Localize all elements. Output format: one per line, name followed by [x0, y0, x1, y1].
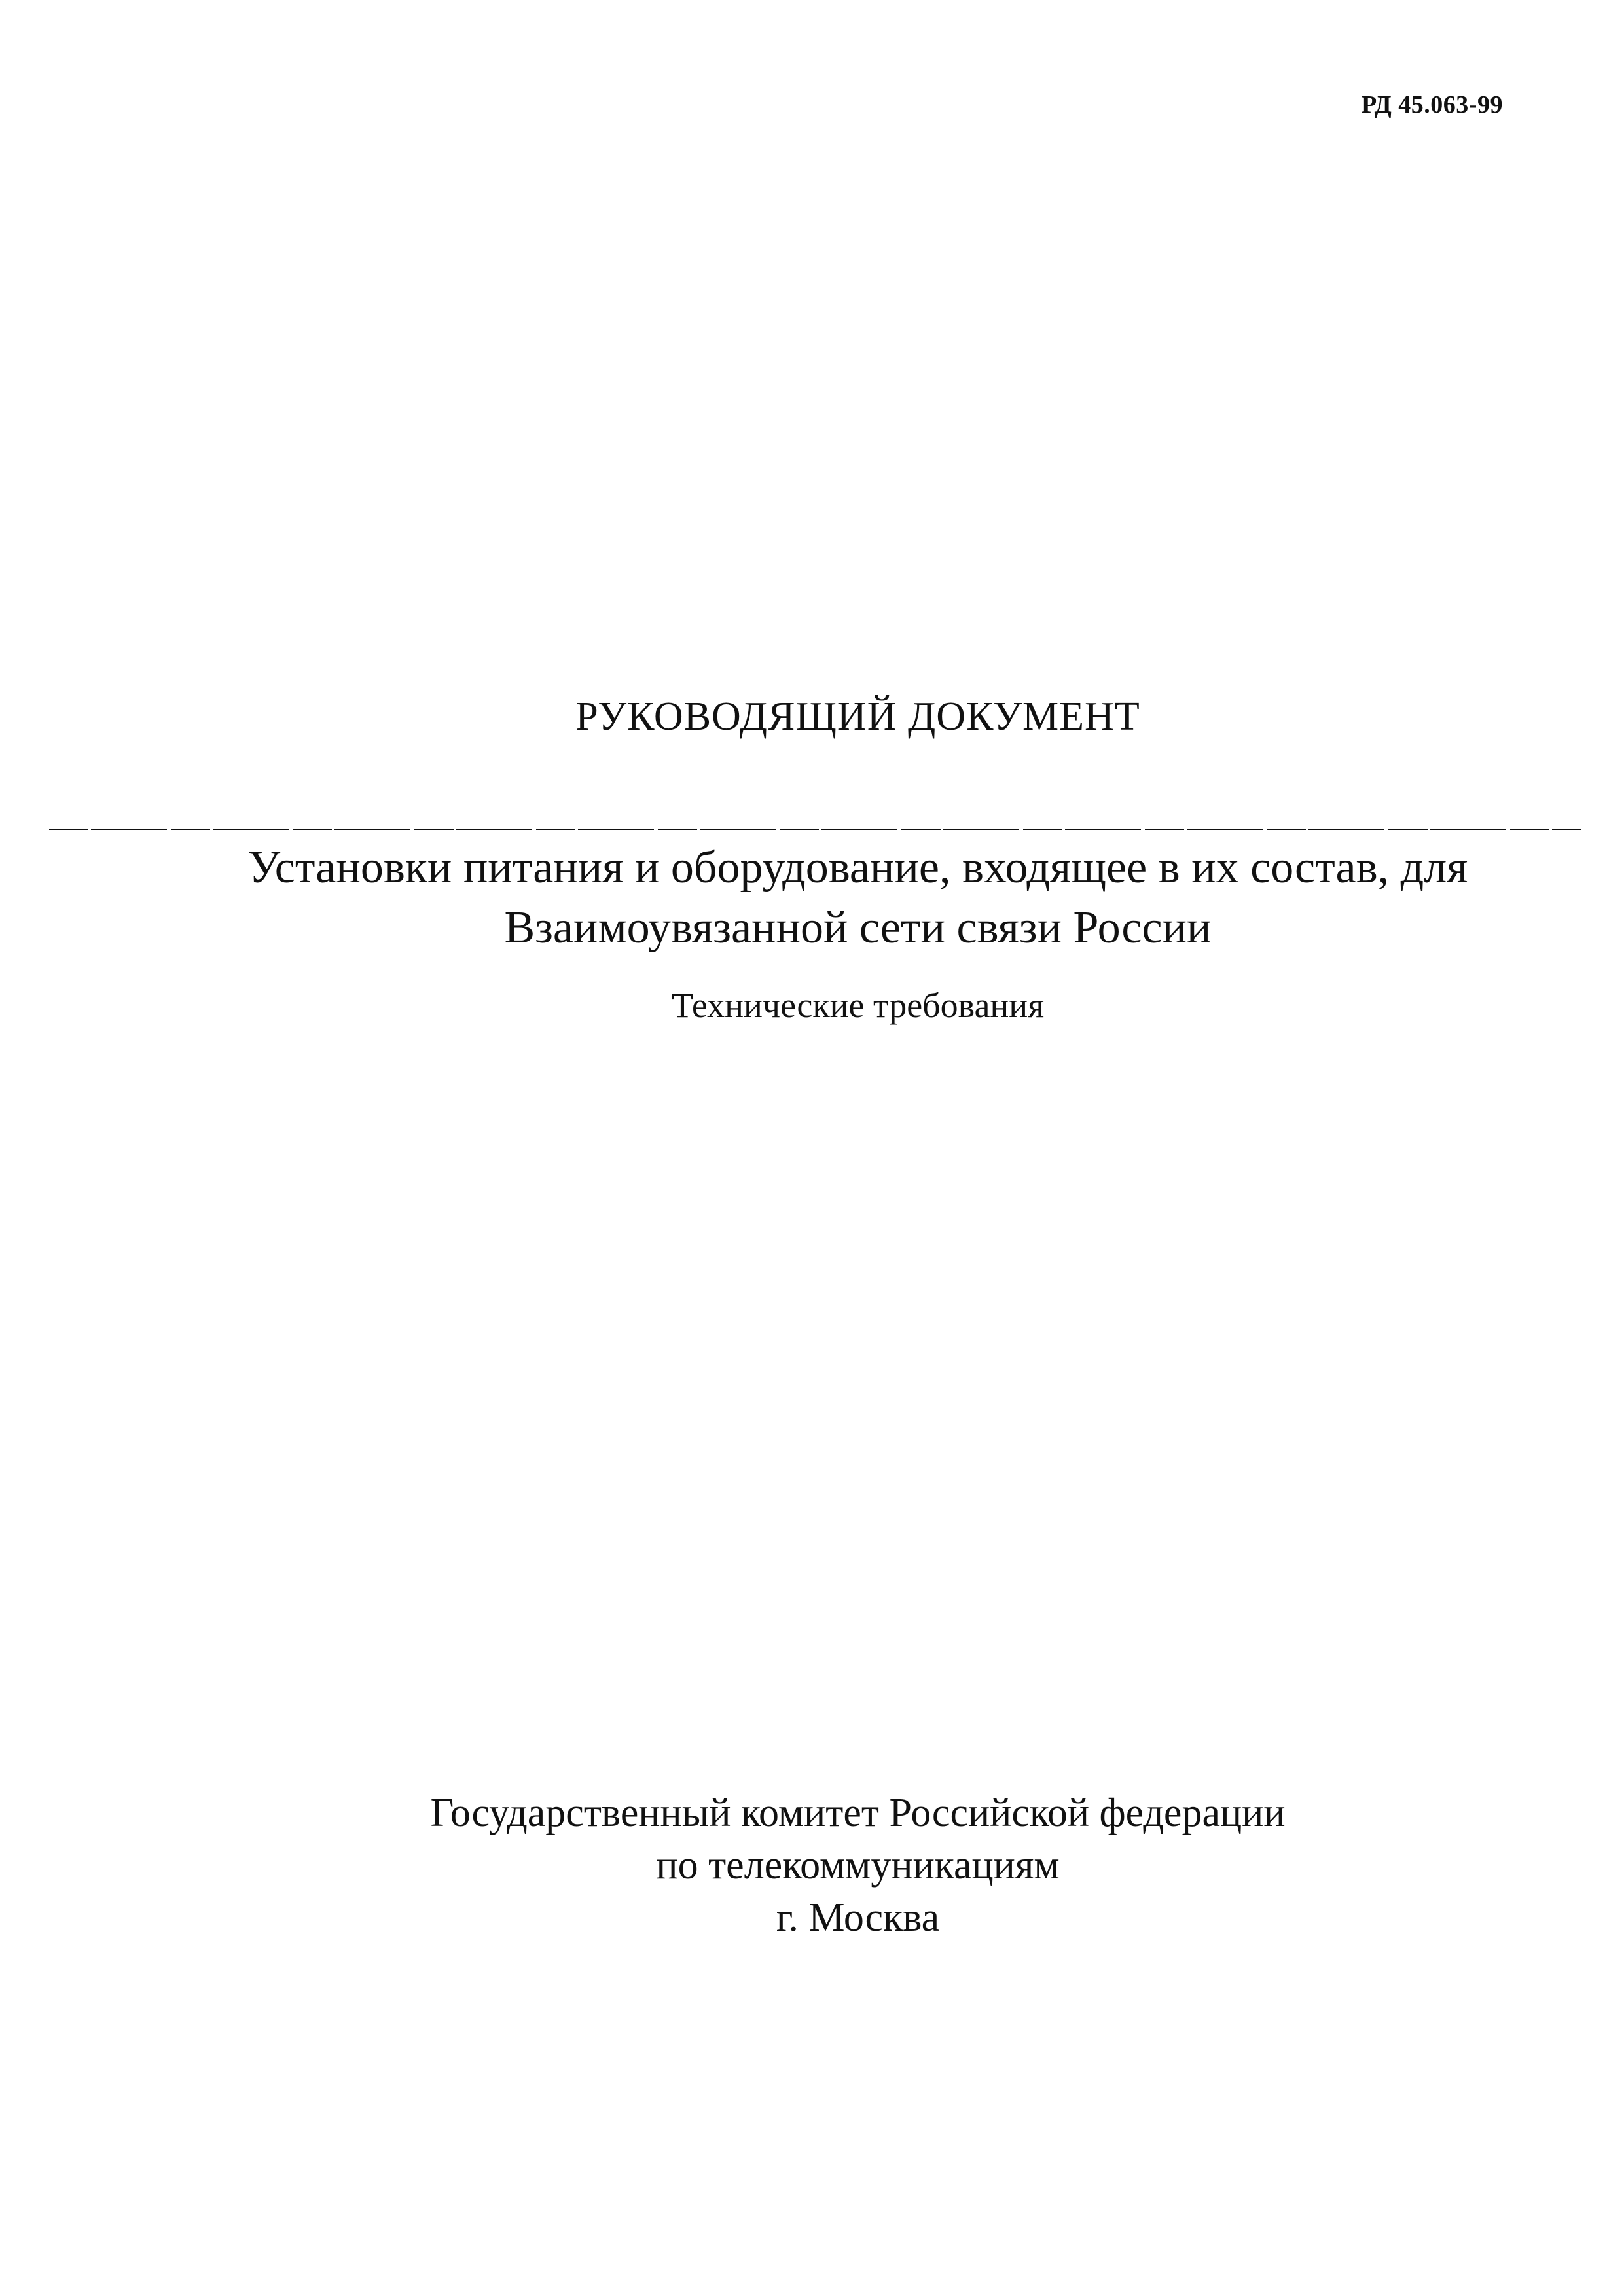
- document-title: [0, 838, 1624, 958]
- title-line-2: Взаимоувязанной сети связи России: [504, 903, 1212, 953]
- publisher-line-2: по телекоммуникациям: [656, 1843, 1060, 1888]
- title-line-1: Установки питания и оборудование, входящее в их состав, для: [247, 842, 1468, 893]
- document-type-heading: РУКОВОДЯЩИЙ ДОКУМЕНТ: [575, 694, 1140, 739]
- publisher-city: г. Москва: [776, 1895, 940, 1940]
- document-code: РД 45.063-99: [1362, 91, 1503, 118]
- divider-line: [49, 829, 1581, 830]
- publisher-block: [0, 1787, 1624, 1944]
- publisher-line-1: Государственный комитет Российской федерации: [430, 1791, 1286, 1835]
- document-subtitle: Технические требования: [671, 986, 1045, 1025]
